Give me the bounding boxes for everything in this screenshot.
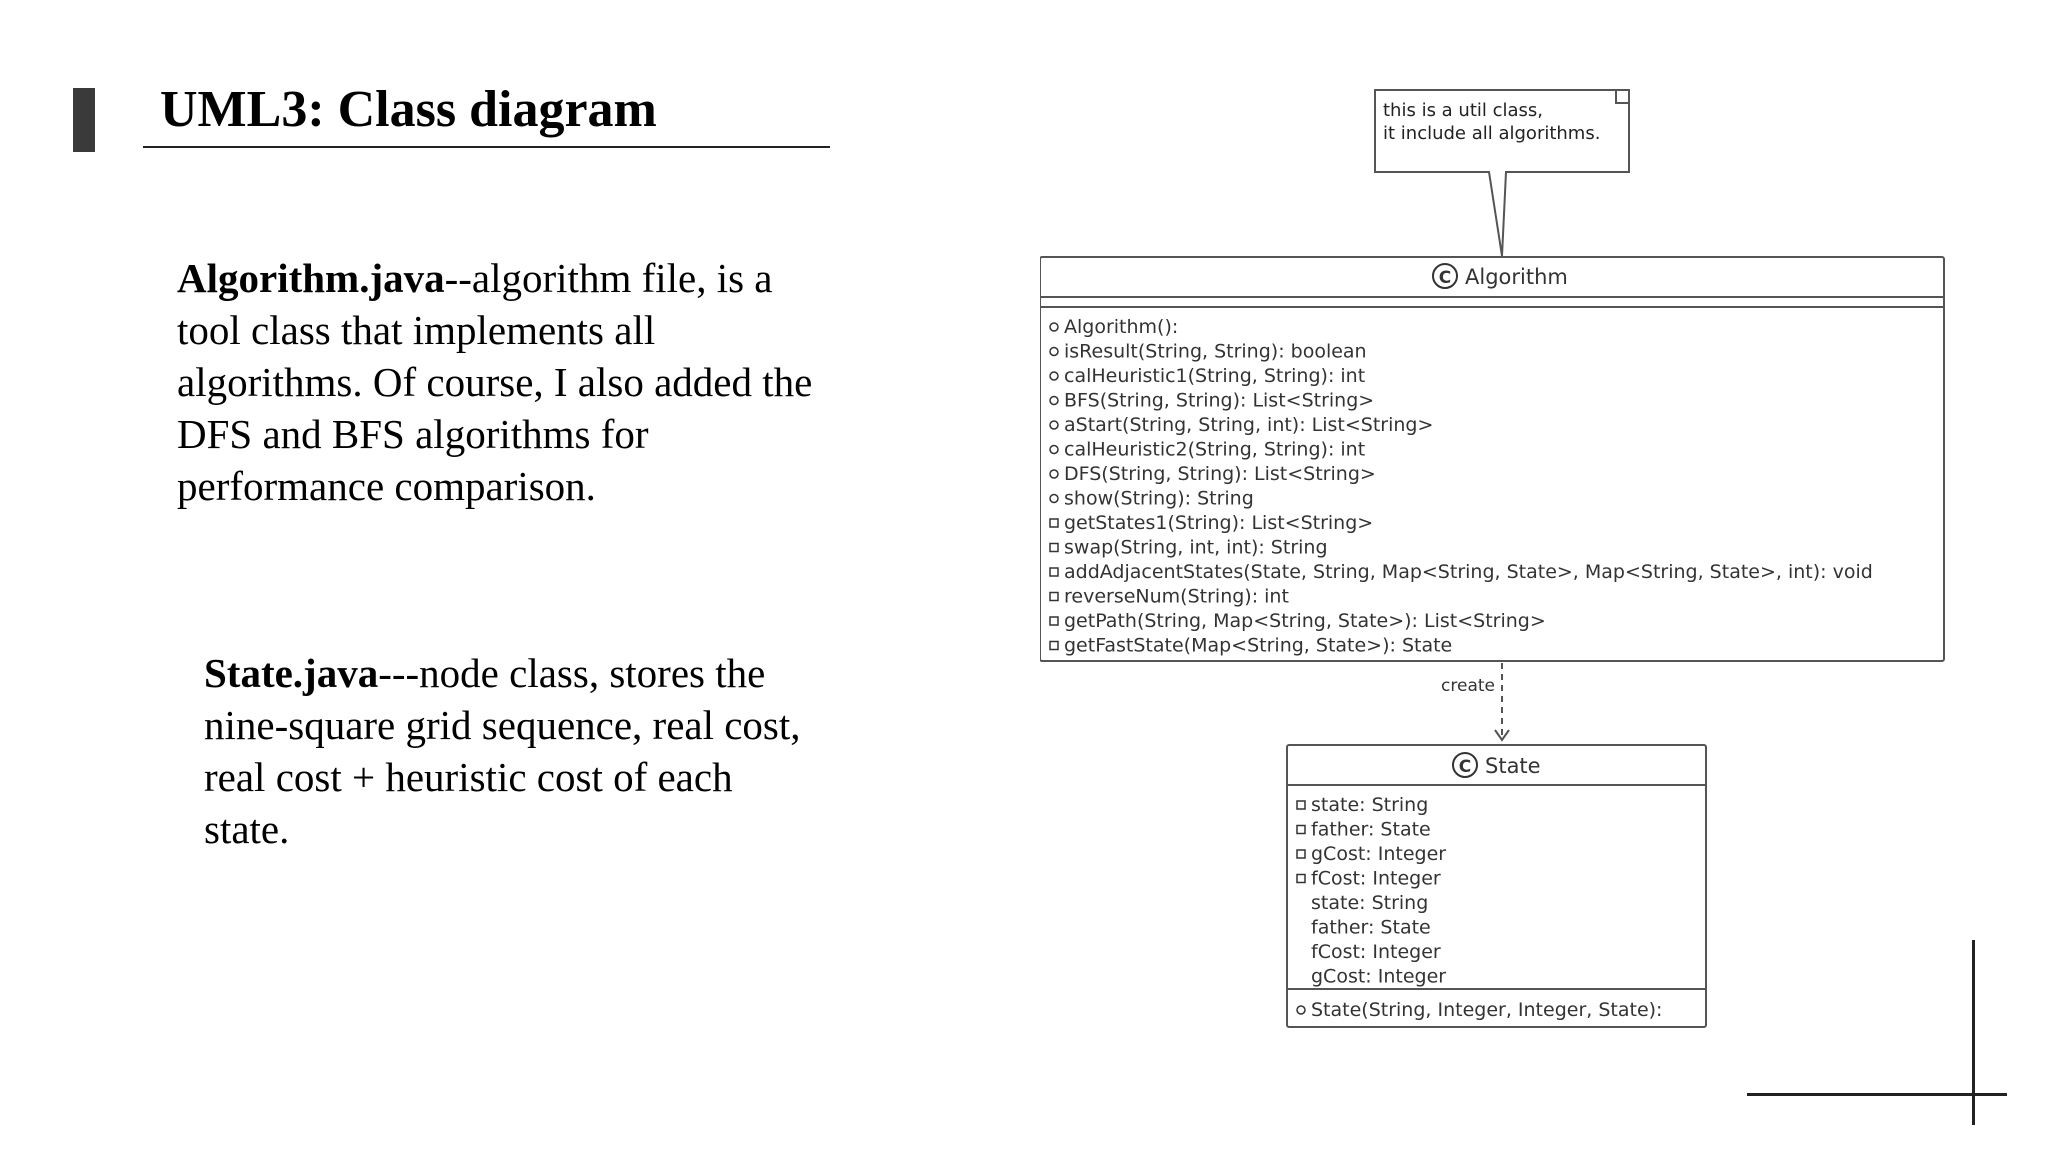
algorithm-filename: Algorithm.java	[177, 255, 445, 301]
state-field-row: father: State	[1311, 818, 1431, 841]
title-underline	[143, 146, 830, 148]
title-accent-bar	[73, 88, 95, 152]
algorithm-class-name: Algorithm	[1465, 265, 1568, 289]
algorithm-method-row: addAdjacentStates(State, String, Map<String, State>, Map<String, State>, int): void	[1064, 561, 1873, 583]
note-box	[1375, 90, 1629, 256]
algorithm-method-row: DFS(String, String): List<String>	[1064, 463, 1376, 485]
algorithm-method-row: show(String): String	[1064, 487, 1254, 510]
algorithm-description	[177, 252, 817, 512]
state-field-row: state: String	[1311, 892, 1429, 914]
state-description	[204, 647, 804, 855]
svg-text:C: C	[1458, 757, 1472, 777]
algorithm-method-row: getFastState(Map<String, State>): State	[1064, 634, 1453, 657]
svg-text:C: C	[1438, 268, 1452, 288]
state-field-row: state: String	[1311, 794, 1429, 816]
algorithm-method-row: getPath(String, Map<String, State>): List<String>	[1064, 610, 1546, 632]
algorithm-method-row: swap(String, int, int): String	[1064, 536, 1328, 559]
algorithm-class-box	[1040, 257, 1944, 661]
algorithm-method-row: reverseNum(String): int	[1064, 585, 1289, 608]
state-filename: State.java	[204, 650, 379, 696]
algorithm-method-row: aStart(String, String, int): List<String>	[1064, 414, 1434, 436]
algorithm-description-text: --algorithm file, is a tool class that implements all algorithms. Of course, I also added the DFS and BFS algorithms for performance comparison.	[177, 255, 813, 509]
state-class-name: State	[1485, 754, 1541, 778]
note-line-1: this is a util class,	[1383, 100, 1544, 121]
algorithm-method-row: Algorithm():	[1064, 316, 1179, 338]
note-line-2: it include all algorithms.	[1383, 123, 1601, 144]
corner-mark-horizontal	[1747, 1093, 2007, 1096]
state-description-text: ---node class, stores the nine-square grid sequence, real cost, real cost + heuristic cost of each state.	[204, 650, 801, 852]
algorithm-method-row: isResult(String, String): boolean	[1064, 340, 1367, 363]
algorithm-method-row: calHeuristic1(String, String): int	[1064, 365, 1366, 387]
algorithm-method-row: BFS(String, String): List<String>	[1064, 389, 1375, 412]
state-methods	[1297, 999, 1662, 1021]
state-field-row: fCost: Integer	[1311, 867, 1441, 890]
state-field-row: fCost: Integer	[1311, 941, 1441, 963]
state-field-row: gCost: Integer	[1311, 965, 1447, 988]
create-dependency	[1441, 663, 1509, 740]
create-label: create	[1441, 676, 1495, 696]
state-field-row: gCost: Integer	[1311, 843, 1447, 865]
state-method-row: State(String, Integer, Integer, State):	[1311, 999, 1663, 1021]
algorithm-method-row: calHeuristic2(String, String): int	[1064, 438, 1366, 461]
state-class-box	[1287, 745, 1706, 1027]
corner-mark-vertical	[1972, 940, 1975, 1125]
slide-title: UML3: Class diagram	[160, 81, 657, 138]
uml-class-diagram	[1040, 80, 1980, 1040]
algorithm-method-row: getStates1(String): List<String>	[1064, 512, 1374, 534]
state-field-row: father: State	[1311, 916, 1431, 939]
